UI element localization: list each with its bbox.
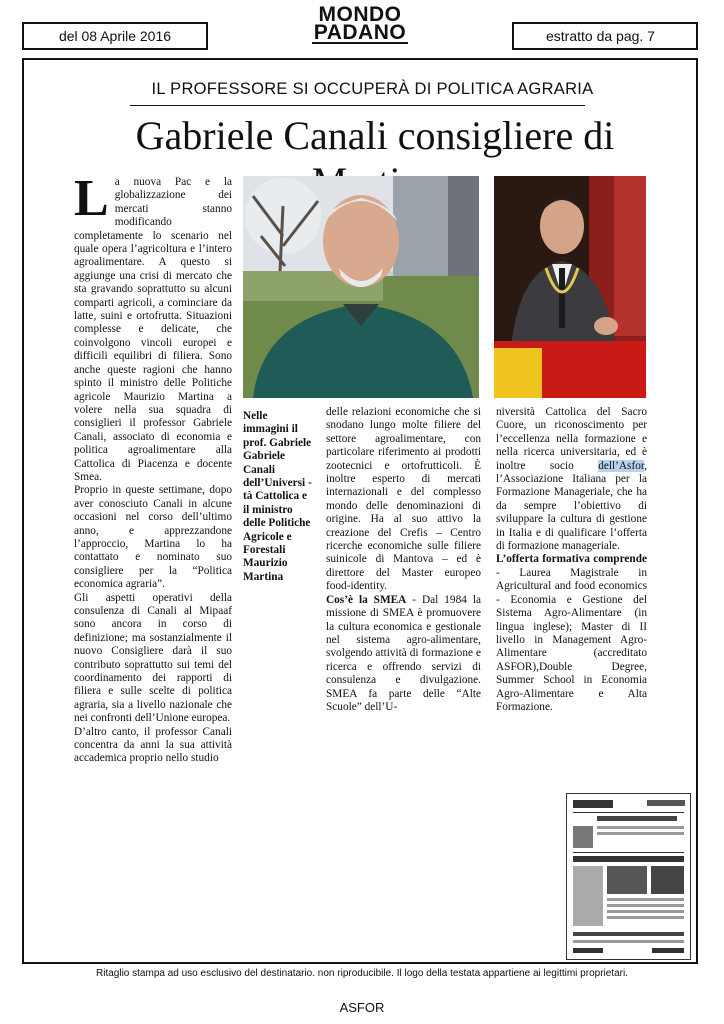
portrait-image (243, 176, 479, 398)
article-kicker: IL PROFESSORE SI OCCUPERÀ DI POLITICA AGRARIA (151, 80, 594, 98)
photo-maurizio-martina (494, 176, 646, 398)
paragraph-text: , l’Associazione Italiana per la Formazione Manageriale, che ha da sempre l’obiettivo di sviluppare la cultura di gestione in Italia e di qualificare l’offerta di formazione manageriale. (496, 459, 647, 553)
paragraph-text: niversità Cattolica del Sacro Cuore, un riconoscimento per l’eccellenza nella formazione e nella ricerca universitaria, ed è inoltre socio (496, 406, 647, 472)
page-thumbnail (566, 793, 691, 960)
page-reference: estratto da pag. 7 (546, 28, 655, 44)
logo-line-1: MONDO (318, 3, 402, 26)
paragraph (496, 553, 647, 714)
publication-date: del 08 Aprile 2016 (58, 28, 172, 44)
paragraph-text: a nuova Pac e la globalizzazione dei mercati stanno modificando completamente lo scenario nel quale opera l’agricoltura e l’intero agroalimentare. A questo si aggiunge una crisi di mercato che sta gravando soprattutto su alcuni comparti agricoli, a cominciare da latte, suini e ortofrutta. Situazioni complesse e delicate, che coinvolgono vincoli europei e difficili equilibri di filiera. Sono anche queste ragioni che hanno spinto il ministro delle Politiche agricole Maurizio Martina a volere nella sua squadra di consiglieri il professor Gabriele Canali, associato di economia e politica agroalimentare alla Cattolica di Piacenza e docente Smea. (74, 176, 232, 483)
article-column-4 (496, 406, 647, 714)
newspaper-logo (300, 3, 420, 44)
paragraph (326, 594, 481, 715)
drop-cap: L (74, 170, 109, 227)
article-column-3 (326, 406, 481, 714)
copyright-note: Ritaglio stampa ad uso esclusivo del destinatario. non riproducibile. Il logo della testata appartiene ai legittimi proprietari. (96, 968, 628, 979)
paragraph (496, 406, 647, 553)
paragraph: D’altro canto, il professor Canali concentra da anni la sua attività accademica proprio nello studio (74, 725, 232, 765)
date-box (22, 22, 208, 50)
subheading-smea: Cos’è la SMEA (326, 593, 407, 606)
highlighted-text: dell’Asfor (598, 459, 645, 472)
photo-caption: Nelle immagini il prof. Gabriele Gabriele Canali dell’Universi -tà Cattolica e il ministro delle Politiche Agricole e Forestali Maurizio Martina (243, 410, 312, 583)
paragraph: Gli aspetti operativi della consulenza di Canali al Mipaaf sono ancora in corso di definizione; ma sostanzialmente il nuovo Consigliere darà il suo contributo soprattutto sui temi del coordinamento dei rapporti di filiera e sulle scelte di politica agraria, sia a livello nazionale che nei confronti dell’Unione europea. (74, 591, 232, 725)
paragraph: delle relazioni economiche che si snodano lungo molte filiere del settore agroalimentare, con particolare riferimento ai prodotti zootecnici e ortofrutticoli. È inoltre esperto di mercati internazionali e del complesso mondo delle denominazioni di origine. Ha al suo attivo la creazione del Crefis – Centro ricerche economiche sulle filiere suinicole di Mantova – ed è direttore del Master europeo food-identity. (326, 406, 481, 593)
article-headline: Gabriele Canali consigliere di (135, 113, 615, 158)
kicker-divider (130, 105, 585, 106)
article-column-1 (74, 170, 232, 766)
subheading-offerta: L’offerta formativa comprende (496, 553, 647, 566)
clipping-source: ASFOR (339, 1000, 385, 1015)
paragraph (74, 170, 232, 484)
paragraph: Proprio in queste settimane, dopo aver conosciuto Canali in alcune occasioni nel corso dell’ultimo anno, e apprezzandone l’approccio, Martina lo ha contattato e nominato suo consigliere per la “Politica economica agraria”. (74, 484, 232, 591)
photo-gabriele-canali (243, 176, 479, 398)
paragraph-text: - Laurea Magistrale in Agricultural and food economics - Economia e Gestione del Sistema Agro-Alimentare (in lingua inglese); Master di II livello in Management Agro-Alimentare (accreditato ASFOR),Double Degree, Summer School in Economia Agro-Alimentare e Alta Formazione. (496, 566, 647, 713)
portrait-image (494, 176, 646, 398)
logo-line-2: PADANO (313, 21, 407, 44)
paragraph-text: - Dal 1984 la missione di SMEA è promuovere la cultura economica e gestionale nel sistema agro-alimentare, svolgendo attività di formazione e ricerca e offrendo servizi di consulenza e divulgazione. SMEA fa parte delle “Alte Scuole” dell’U- (326, 593, 481, 713)
page-thumbnail-image (567, 794, 690, 959)
page-box (512, 22, 698, 50)
